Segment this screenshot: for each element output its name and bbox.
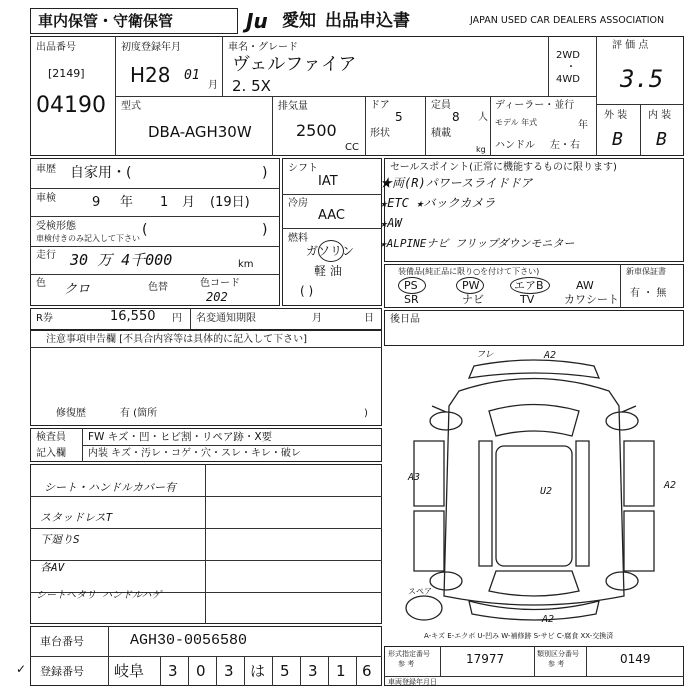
score-int: B [656,129,667,150]
drive-4wd: 4WD [556,74,580,85]
notice-day: 日 [364,313,374,324]
score-ext-label: 外 装 [604,110,628,121]
displacement-unit: CC [345,142,359,153]
chassis-label: 車台番号 [40,635,84,648]
new-warranty-value: 有 ・ 無 [630,288,667,299]
drive-dot: ・ [566,62,576,73]
color-code: 202 [206,290,228,304]
load-unit: kg [476,145,486,154]
form-title: 出品申込書 [325,11,410,31]
remarks-box [384,310,684,346]
inspection-label: 車検 [36,193,56,204]
repair-value: 有 (箇所 [120,408,158,419]
fuel-gas: ガソリン [306,244,355,258]
mark-right-a2: A2 [664,480,677,491]
car-grade: 2. 5X [232,77,271,95]
registration-month-unit: 月 [208,80,218,91]
mark-left-a3: A3 [408,472,421,483]
recycle-label: R券 [36,313,53,324]
dealer-label: ディーラー・並行 [495,100,575,111]
equip-sr: SR [404,293,419,306]
cert-value-2: 0149 [620,652,651,666]
new-warranty-label: 新車保証書 [626,267,666,276]
drive-2wd: 2WD [556,50,580,61]
history-close: ) [262,165,268,181]
cert-label-4: 参 考 [548,660,565,668]
equip-pw-circle [456,277,484,294]
handwritten-line-2: スタッドレスT [40,511,113,524]
inspection-year: 9 [92,195,101,210]
cert-label-3: 類別区分番号 [537,650,579,658]
equipment-label: 装備品(純正品に限り○を付けて下さい) [398,267,540,276]
nosticker-label: 受検形態 [36,221,76,232]
notes-label: 注意事項申告欄 [不具合内容等は具体的に記入して下さい] [46,334,307,345]
notice-label: 名変通知期限 [196,313,256,324]
equip-ps: PS [404,279,418,292]
fuel-paren: ( ) [300,284,314,298]
color-code-label: 色コード [200,278,240,289]
checker-row-2: 内装 キズ・汚レ・コゲ・穴・スレ・キレ・破レ [88,448,301,459]
selling-line-3: ★AW [380,216,402,230]
nosticker-close: ) [262,222,268,238]
selling-line-1: ★両(R)パワースライドドア [380,176,533,190]
handle-label: ハンドル [495,140,535,151]
doors-value: 5 [395,110,403,124]
load-label: 積載 [431,128,451,139]
equip-pw: PW [462,279,480,292]
plate-digit-3: 3 [224,662,234,680]
storage-label: 車内保管・守衛保管 [38,12,174,30]
selling-label: セールスポイント(正常に機能するものに限ります) [390,162,617,173]
year-unit: 年 [578,120,588,131]
inspection-month: 1 [160,195,169,210]
registration-month: 01 [184,68,200,83]
checker-label-1: 検査員 [36,432,66,443]
equip-leather: カワシート [564,293,619,306]
displacement-label: 排気量 [278,101,308,112]
handwritten-line-5: シートヘタリ ハンドルハゲ [36,590,162,601]
capacity-unit: 人 [478,112,488,123]
remarks-label: 後日品 [390,314,420,325]
score-value: 3.5 [620,65,664,93]
plate-digit-5: 5 [280,662,290,680]
score-int-label: 内 装 [648,110,672,121]
repair-close: ) [364,408,368,419]
equip-airbag-circle [510,277,550,294]
recycle-unit: 円 [172,313,182,324]
color-value: クロ [64,282,91,297]
inspection-month-unit: 月 [182,195,196,210]
equip-tv: TV [520,293,535,306]
nosticker-sub: 車検付きのみ記入して下さい [36,234,140,243]
color-label: 色 [36,278,46,289]
equip-aw: AW [576,279,594,292]
capacity-value: 8 [452,110,460,124]
plate-digit-8: 6 [362,662,372,680]
plate-region: 岐阜 [114,662,145,680]
spare-label: スペア [408,587,432,596]
registration-era: H28 [130,63,171,87]
score-ext: B [612,129,623,150]
mark-rear-a2: A2 [542,614,555,625]
brand-name: 愛知 [282,11,316,31]
equip-ps-circle [398,277,426,294]
shape-label: 形状 [370,128,390,139]
model-value: DBA-AGH30W [148,123,252,141]
history-value: 自家用・( [70,165,132,181]
handle-value: 左・右 [550,140,580,151]
selling-line-2: ★ETC ★バックカメラ [380,196,496,210]
displacement-value: 2500 [296,121,337,140]
plate-digit-6: 3 [308,662,318,680]
fuel-diesel: 軽 油 [314,264,342,278]
mileage-label: 走行 [36,250,56,261]
inspection-day: (19日) [210,195,250,210]
plate-digit-7: 1 [336,662,346,680]
mark-roof-u2: U2 [540,486,553,497]
model-label: 型式 [121,101,141,112]
equip-airbag: エアB [514,279,544,292]
mark-front: フレ [476,350,494,360]
handwritten-line-3: 下廻りS [40,533,80,546]
checker-row-1: FW キズ・凹・ヒビ割・リペア跡・X要 [88,431,273,443]
plate-label: 登録番号 [40,665,84,678]
handwritten-line-1: シート・ハンドルカバー有 [44,481,176,494]
footer-label: 車両登録年月日 [388,678,437,686]
lot-sub: [2149] [48,67,85,80]
mileage-value: 30 万 4千000 [70,251,173,269]
chassis-value: AGH30-0056580 [130,632,248,649]
aircon-value: AAC [318,208,345,223]
model-year-label: モデル 年式 [495,118,538,127]
lot-label: 出品番号 [36,42,76,53]
car-name: ヴェルファイア [232,54,357,75]
recycle-value: 16,550 [110,309,156,324]
association-name: JAPAN USED CAR DEALERS ASSOCIATION [470,15,665,26]
equip-navi: ナビ [462,293,484,306]
mileage-unit: km [238,259,254,270]
ju-logo: Ju [246,9,268,33]
notice-month: 月 [312,313,322,324]
cert-label-2: 参 考 [398,660,415,668]
fuel-label: 燃料 [288,233,308,244]
plate-digit-4: は [250,662,266,680]
checker-label-2: 記入欄 [36,448,66,459]
cert-label-1: 形式指定番号 [388,650,430,658]
check-mark: ✓ [16,662,27,676]
inspection-year-unit: 年 [120,195,134,210]
score-label: 評 価 点 [612,40,649,51]
fuel-gas-circle [318,240,344,262]
handwritten-line-4: 各AV [40,561,65,574]
aircon-label: 冷房 [288,198,308,209]
history-label: 車歴 [36,164,56,175]
doors-label: ドア [370,100,390,111]
lot-number: 04190 [36,93,106,118]
color-change-label: 色替 [148,282,168,293]
shift-label: シフト [288,163,318,174]
damage-legend: A-キズ E-エクボ U-凹み W-補修跡 S-サビ C-腐食 XX-交換済 [424,632,614,640]
shift-value: IAT [318,174,338,189]
cert-value: 17977 [466,652,505,666]
nosticker-value: ( [142,222,148,238]
selling-line-4: ★ALPINEナビ フリップダウンモニター [380,237,575,250]
repair-label: 修復歴 [56,408,86,419]
mark-front-a2: A2 [544,350,557,361]
plate-digit-2: 0 [196,662,206,680]
capacity-label: 定員 [431,100,451,111]
plate-digit-1: 3 [168,662,178,680]
registration-label: 初度登録年月 [121,42,181,53]
car-label: 車名・グレード [228,42,298,53]
